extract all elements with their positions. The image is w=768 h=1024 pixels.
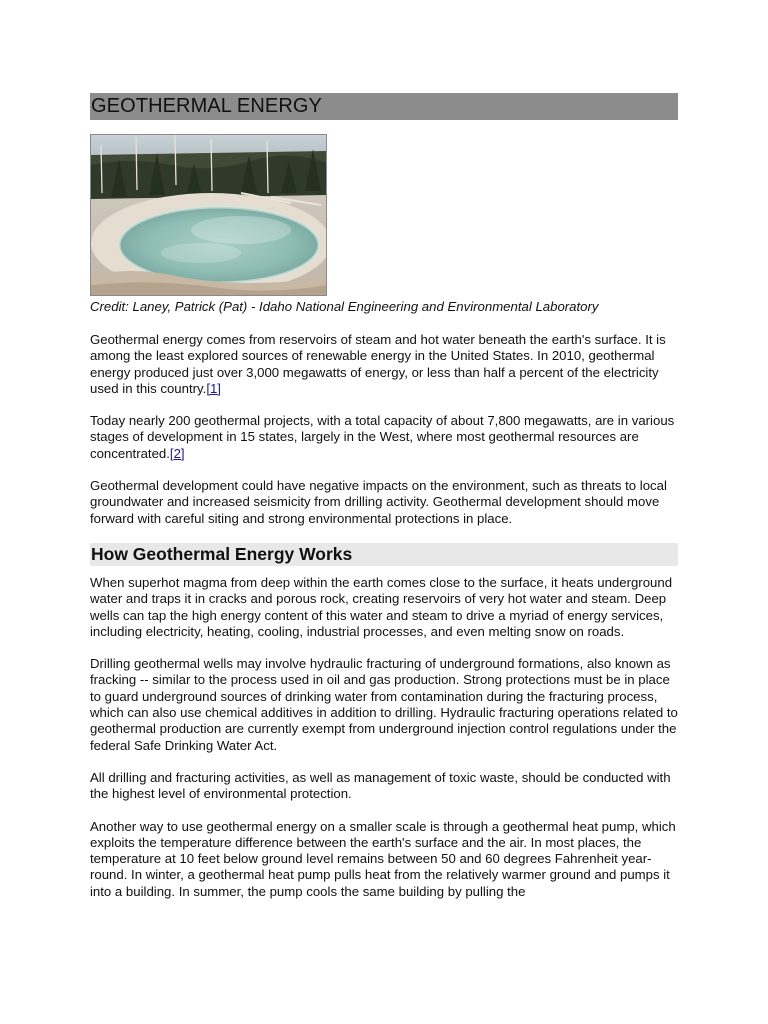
section-paragraph-3: All drilling and fracturing activities, as well as management of toxic waste, should be conducted with the highest level of environmental protection. [90, 769, 671, 802]
intro-paragraph-2-text: Today nearly 200 geothermal projects, with a total capacity of about 7,800 megawatts, are in various stages of development in 15 states, largely in the West, where most geothermal resources are concentrated. [90, 413, 675, 461]
section-paragraph-1: When superhot magma from deep within the earth comes close to the surface, it heats underground water and traps it in cracks and porous rock, creating reservoirs of very hot water and steam. Deep wells can tap the high energy content of this water and steam to drive a myriad of energy services, including electricity, heating, cooling, industrial processes, and even melting snow on roads. [90, 574, 673, 639]
intro-paragraph-1 [90, 332, 678, 397]
section-heading: How Geothermal Energy Works [90, 543, 678, 566]
intro-paragraph-3: Geothermal development could have negative impacts on the environment, such as threats to local groundwater and increased seismicity from drilling activity. Geothermal development should move forward with careful siting and strong environmental protections in place. [90, 478, 667, 526]
footnote-link-2[interactable]: [2] [169, 445, 185, 461]
hot-spring-photo [90, 134, 327, 296]
photo-credit: Credit: Laney, Patrick (Pat) - Idaho National Engineering and Environmental Laboratory [90, 299, 599, 314]
document-page [90, 93, 678, 900]
page-title: GEOTHERMAL ENERGY [90, 93, 678, 120]
footnote-link-1[interactable]: [1] [206, 380, 221, 396]
intro-paragraph-1-text: Geothermal energy comes from reservoirs of steam and hot water beneath the earth's surface. It is among the least explored sources of renewable energy in the United States. In 2010, geothermal energy produced just over 3,000 megawatts of energy, or less than half a percent of the electricity used in this country. [90, 332, 666, 396]
section-paragraph-4: Another way to use geothermal energy on a smaller scale is through a geothermal heat pump, which exploits the temperature difference between the earth's surface and the air. In most places, the temperature at 10 feet below ground level remains between 50 and 60 degrees Fahrenheit year-round. In winter, a geothermal heat pump pulls heat from the relatively warmer ground and pumps it into a building. In summer, the pump cools the same building by pulling the [90, 818, 676, 899]
intro-paragraph-2 [90, 413, 678, 462]
section-paragraph-2: Drilling geothermal wells may involve hydraulic fracturing of underground formations, also known as fracking -- similar to the process used in oil and gas production. Strong protections must be in place to guard underground sources of drinking water from contamination during the fracturing process, which can also use chemical additives in addition to drilling. Hydraulic fracturing operations related to geothermal production are currently exempt from underground injection control regulations under the federal Safe Drinking Water Act. [90, 656, 678, 753]
